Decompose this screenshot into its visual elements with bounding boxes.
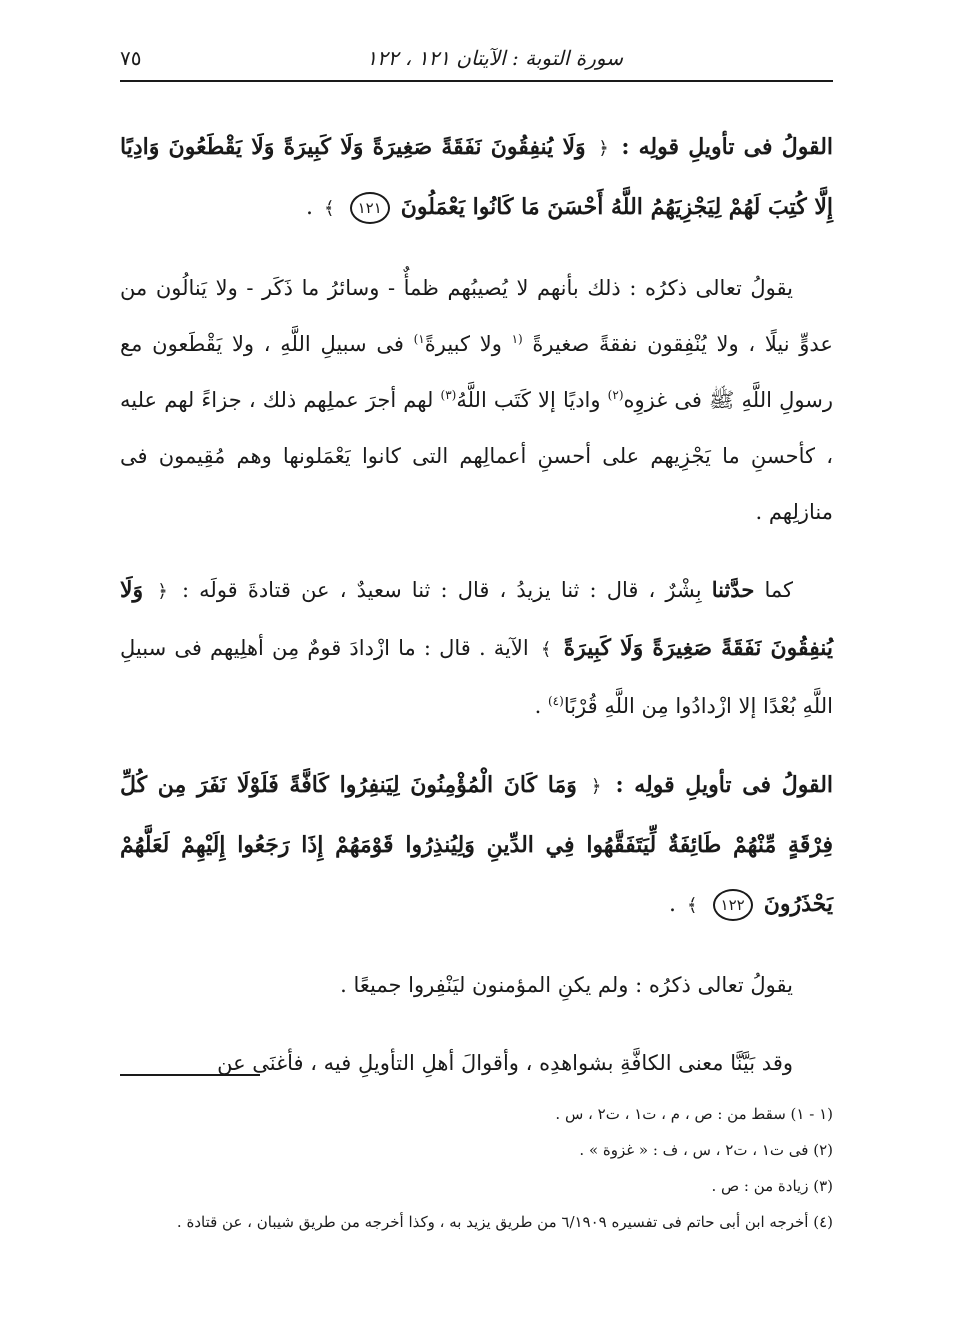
- running-title: سورة التوبة : الآيتان ١٢١ ، ١٢٢: [366, 46, 623, 70]
- verse-close-bracket: ﴾: [324, 198, 335, 219]
- commentary-paragraph: [120, 260, 833, 540]
- footnote-2: (٢) فى ت١ ، ت٢ ، س ، ف : « غزوة » .: [579, 1141, 833, 1159]
- footnotes: [120, 1096, 833, 1240]
- quran-verse: وَلَا يُنفِقُونَ نَفَقَةً صَغِيرَةً وَلَا كَبِيرَةً وَلَا يَقْطَعُونَ وَادِيًا إِلَّا كُتِبَ لَهُمْ لِيَجْزِيَهُمُ اللَّهُ أَحْسَنَ مَا كَانُوا يَعْمَلُونَ: [120, 134, 833, 220]
- period: .: [306, 195, 314, 220]
- text-segment: يقولُ تعالى ذكرُه : ذلك بأنهم لا يُصيبُهم ظمأٌ - وسائرُ ما ذَكَر - ولا يَنالُون من عدوٍّ نيلًا ، ولا يُنْفِقون نفقةً صغيرةً: [120, 276, 833, 356]
- footnote-ref-1-close[interactable]: ١): [413, 332, 425, 346]
- footnote-1: (١ - ١) سقط من : ص ، م ، ت١ ، ت٢ ، س .: [555, 1105, 833, 1123]
- period: .: [669, 892, 676, 917]
- footnote-ref-4[interactable]: (٤): [547, 694, 564, 708]
- footnote-4: (٤) أخرجه ابن أبى حاتم فى تفسيره ٦/١٩٠٩ من طريق يزيد به ، وكذا أخرجه من طريق شيبان ، عن قتادة .: [176, 1213, 833, 1231]
- footnote-ref-3[interactable]: (٣): [440, 388, 457, 402]
- page-number: ٧٥: [120, 46, 142, 70]
- ayah-number-marker: ١٢٢: [713, 889, 753, 921]
- quran-verse: وَمَا كَانَ الْمُؤْمِنُونَ لِيَنفِرُوا كَافَّةً فَلَوْلَا نَفَرَ مِن كُلِّ فِرْقَةٍ مِّنْهُمْ طَائِفَةٌ لِّيَتَفَقَّهُوا فِي الدِّينِ وَلِيُنذِرُوا قَوْمَهُمْ إِذَا رَجَعُوا إِلَيْهِمْ لَعَلَّهُمْ يَحْذَرُونَ: [120, 772, 833, 917]
- text-segment: بِشْرٌ ، قال : ثنا يزيدُ ، قال : ثنا سعيدٌ ، عن قتادةَ قولَه :: [181, 578, 702, 602]
- text-segment: واديًا إلا كَتَب اللَّهُ: [456, 388, 601, 412]
- footnote-ref-2[interactable]: (٢): [607, 388, 624, 402]
- page-header: [120, 40, 833, 82]
- text-segment: ولا كبيرةً: [424, 332, 502, 356]
- text-segment: فى سبيلِ اللَّهِ ، ولا يَقْطَعون مع رسولِ اللَّهِ ﷺ فى غزوِه: [120, 332, 833, 412]
- verse-open-bracket: ﴿: [590, 776, 602, 797]
- section-lead: القولُ فى تأويلِ قولِه :: [615, 772, 834, 798]
- section-heading-verse-121: [120, 118, 833, 238]
- footnote-ref-1-open[interactable]: (١: [511, 332, 523, 346]
- quran-verse: وَلَا يُنفِقُونَ نَفَقَةً صَغِيرَةً وَلَا كَبِيرَةً: [120, 577, 833, 661]
- commentary-paragraph: يقولُ تعالى ذكرُه : ولم يكنِ المؤمنون ليَنْفِروا جميعًا .: [340, 973, 793, 997]
- verse-open-bracket: ﴿: [157, 581, 168, 602]
- narration-paragraph: [120, 562, 833, 734]
- footnote-divider: [120, 1074, 260, 1076]
- verse-open-bracket: ﴿: [598, 138, 609, 159]
- section-heading-verse-122: [120, 756, 833, 935]
- commentary-paragraph: وقد بَيَّنَّا معنى الكافَّةِ بشواهدِه ، وأقوالَ أهلِ التأويلِ فيه ، فأغنَى عن: [217, 1051, 793, 1075]
- period: .: [534, 694, 542, 718]
- main-text: [120, 118, 833, 1113]
- verse-close-bracket: ﴾: [687, 895, 698, 916]
- ayah-number-marker: ١٢١: [350, 192, 390, 224]
- text-segment: لهم أجرَ عملِهم ذلك ، جزاءً لهم عليه ، كأحسنِ ما يَجْزِيهم على أحسنِ أعمالِهم التى كانوا يَعْمَلونها وهم مُقِيمون فى منازلِهم .: [120, 388, 833, 524]
- text-segment: كما: [764, 578, 793, 602]
- footnote-3: (٣) زيادة من : ص .: [711, 1177, 833, 1195]
- narration-keyword: حدَّثنا: [711, 577, 755, 602]
- section-lead: القولُ فى تأويلِ قولِه :: [621, 134, 834, 160]
- verse-close-bracket: ﴾: [540, 639, 552, 660]
- text-segment: الآية . قال : ما ازْدادَ قومٌ مِن أهلِيهم فى سبيلِ اللَّهِ بُعْدًا إلا ازْدادُوا مِن اللَّهِ قُرْبًا: [120, 636, 833, 718]
